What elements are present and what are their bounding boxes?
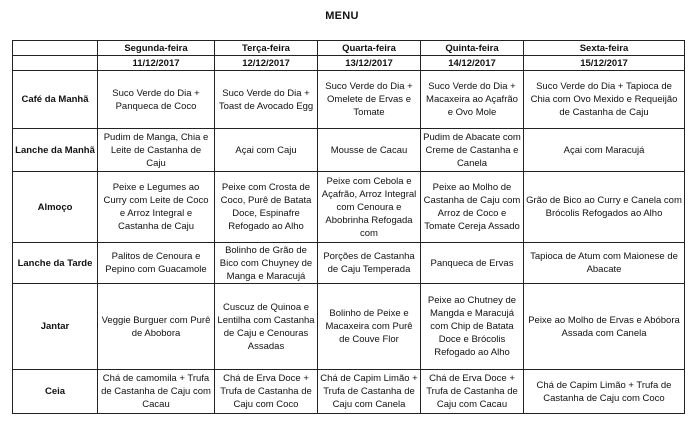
menu-cell: Peixe ao Chutney de Mangda e Maracujá com Chip de Batata Doce e Brócolis Refogado ao Alho	[421, 284, 524, 370]
menu-cell: Panqueca de Ervas	[421, 243, 524, 284]
menu-cell: Chá de Erva Doce + Trufa de Castanha de Caju com Cacau	[421, 370, 524, 414]
menu-cell: Bolinho de Peixe e Macaxeira com Purê de Couve Flor	[318, 284, 421, 370]
header-row-dates	[13, 56, 685, 71]
table-row	[13, 172, 685, 243]
menu-cell: Peixe com Cebola e Açafrão, Arroz Integral com Cenoura e Abobrinha Refogada com	[318, 172, 421, 243]
day-header: Quarta-feira	[318, 41, 421, 56]
menu-cell: Veggie Burguer com Purê de Abobora	[98, 284, 215, 370]
menu-cell: Tapioca de Atum com Maionese de Abacate	[524, 243, 685, 284]
menu-cell: Cuscuz de Quinoa e Lentilha com Castanha de Caju e Cenouras Assadas	[215, 284, 318, 370]
menu-cell: Bolinho de Grão de Bico com Chuyney de Manga e Maracujá	[215, 243, 318, 284]
menu-cell: Suco Verde do Dia + Macaxeira ao Açafrão e Ovo Mole	[421, 71, 524, 129]
meal-label: Ceia	[13, 370, 98, 414]
meal-label: Jantar	[13, 284, 98, 370]
menu-cell: Peixe e Legumes ao Curry com Leite de Coco e Arroz Integral e Castanha de Caju	[98, 172, 215, 243]
menu-cell: Suco Verde do Dia + Tapioca de Chia com Ovo Mexido e Requeijão de Castanha de Caju	[524, 71, 685, 129]
menu-table	[12, 40, 685, 414]
table-row	[13, 370, 685, 414]
menu-cell: Chá de camomila + Trufa de Castanha de Caju com Cacau	[98, 370, 215, 414]
date-header: 15/12/2017	[524, 56, 685, 71]
day-header: Terça-feira	[215, 41, 318, 56]
menu-cell: Peixe ao Molho de Ervas e Abóbora Assada com Canela	[524, 284, 685, 370]
table-row	[13, 284, 685, 370]
menu-cell: Mousse de Cacau	[318, 129, 421, 172]
menu-cell: Chá de Capim Limão + Trufa de Castanha de Caju com Canela	[318, 370, 421, 414]
table-row	[13, 71, 685, 129]
menu-cell: Chá de Erva Doce + Trufa de Castanha de Caju com Coco	[215, 370, 318, 414]
menu-cell: Suco Verde do Dia + Toast de Avocado Egg	[215, 71, 318, 129]
meal-label: Café da Manhã	[13, 71, 98, 129]
meal-label: Almoço	[13, 172, 98, 243]
date-header: 11/12/2017	[98, 56, 215, 71]
menu-cell: Suco Verde do Dia + Panqueca de Coco	[98, 71, 215, 129]
date-header: 12/12/2017	[215, 56, 318, 71]
date-header: 13/12/2017	[318, 56, 421, 71]
menu-cell: Peixe ao Molho de Castanha de Caju com Arroz de Coco e Tomate Cereja Assado	[421, 172, 524, 243]
table-row	[13, 243, 685, 284]
menu-cell: Açai com Maracujá	[524, 129, 685, 172]
corner-cell	[13, 56, 98, 71]
menu-cell: Suco Verde do Dia + Omelete de Ervas e Tomate	[318, 71, 421, 129]
day-header: Sexta-feira	[524, 41, 685, 56]
corner-cell	[13, 41, 98, 56]
meal-label: Lanche da Tarde	[13, 243, 98, 284]
menu-cell: Palitos de Cenoura e Pepino com Guacamole	[98, 243, 215, 284]
date-header: 14/12/2017	[421, 56, 524, 71]
menu-cell: Chá de Capim Limão + Trufa de Castanha de Caju com Coco	[524, 370, 685, 414]
table-row	[13, 129, 685, 172]
menu-cell: Açai com Caju	[215, 129, 318, 172]
menu-cell: Pudim de Abacate com Creme de Castanha e Canela	[421, 129, 524, 172]
day-header: Quinta-feira	[421, 41, 524, 56]
menu-cell: Porções de Castanha de Caju Temperada	[318, 243, 421, 284]
menu-cell: Grão de Bico ao Curry e Canela com Brócolis Refogados ao Alho	[524, 172, 685, 243]
day-header: Segunda-feira	[98, 41, 215, 56]
meal-label: Lanche da Manhã	[13, 129, 98, 172]
page-title: MENU	[325, 10, 359, 22]
menu-cell: Pudim de Manga, Chia e Leite de Castanha de Caju	[98, 129, 215, 172]
menu-cell: Peixe com Crosta de Coco, Purê de Batata Doce, Espinafre Refogado ao Alho	[215, 172, 318, 243]
header-row-days	[13, 41, 685, 56]
